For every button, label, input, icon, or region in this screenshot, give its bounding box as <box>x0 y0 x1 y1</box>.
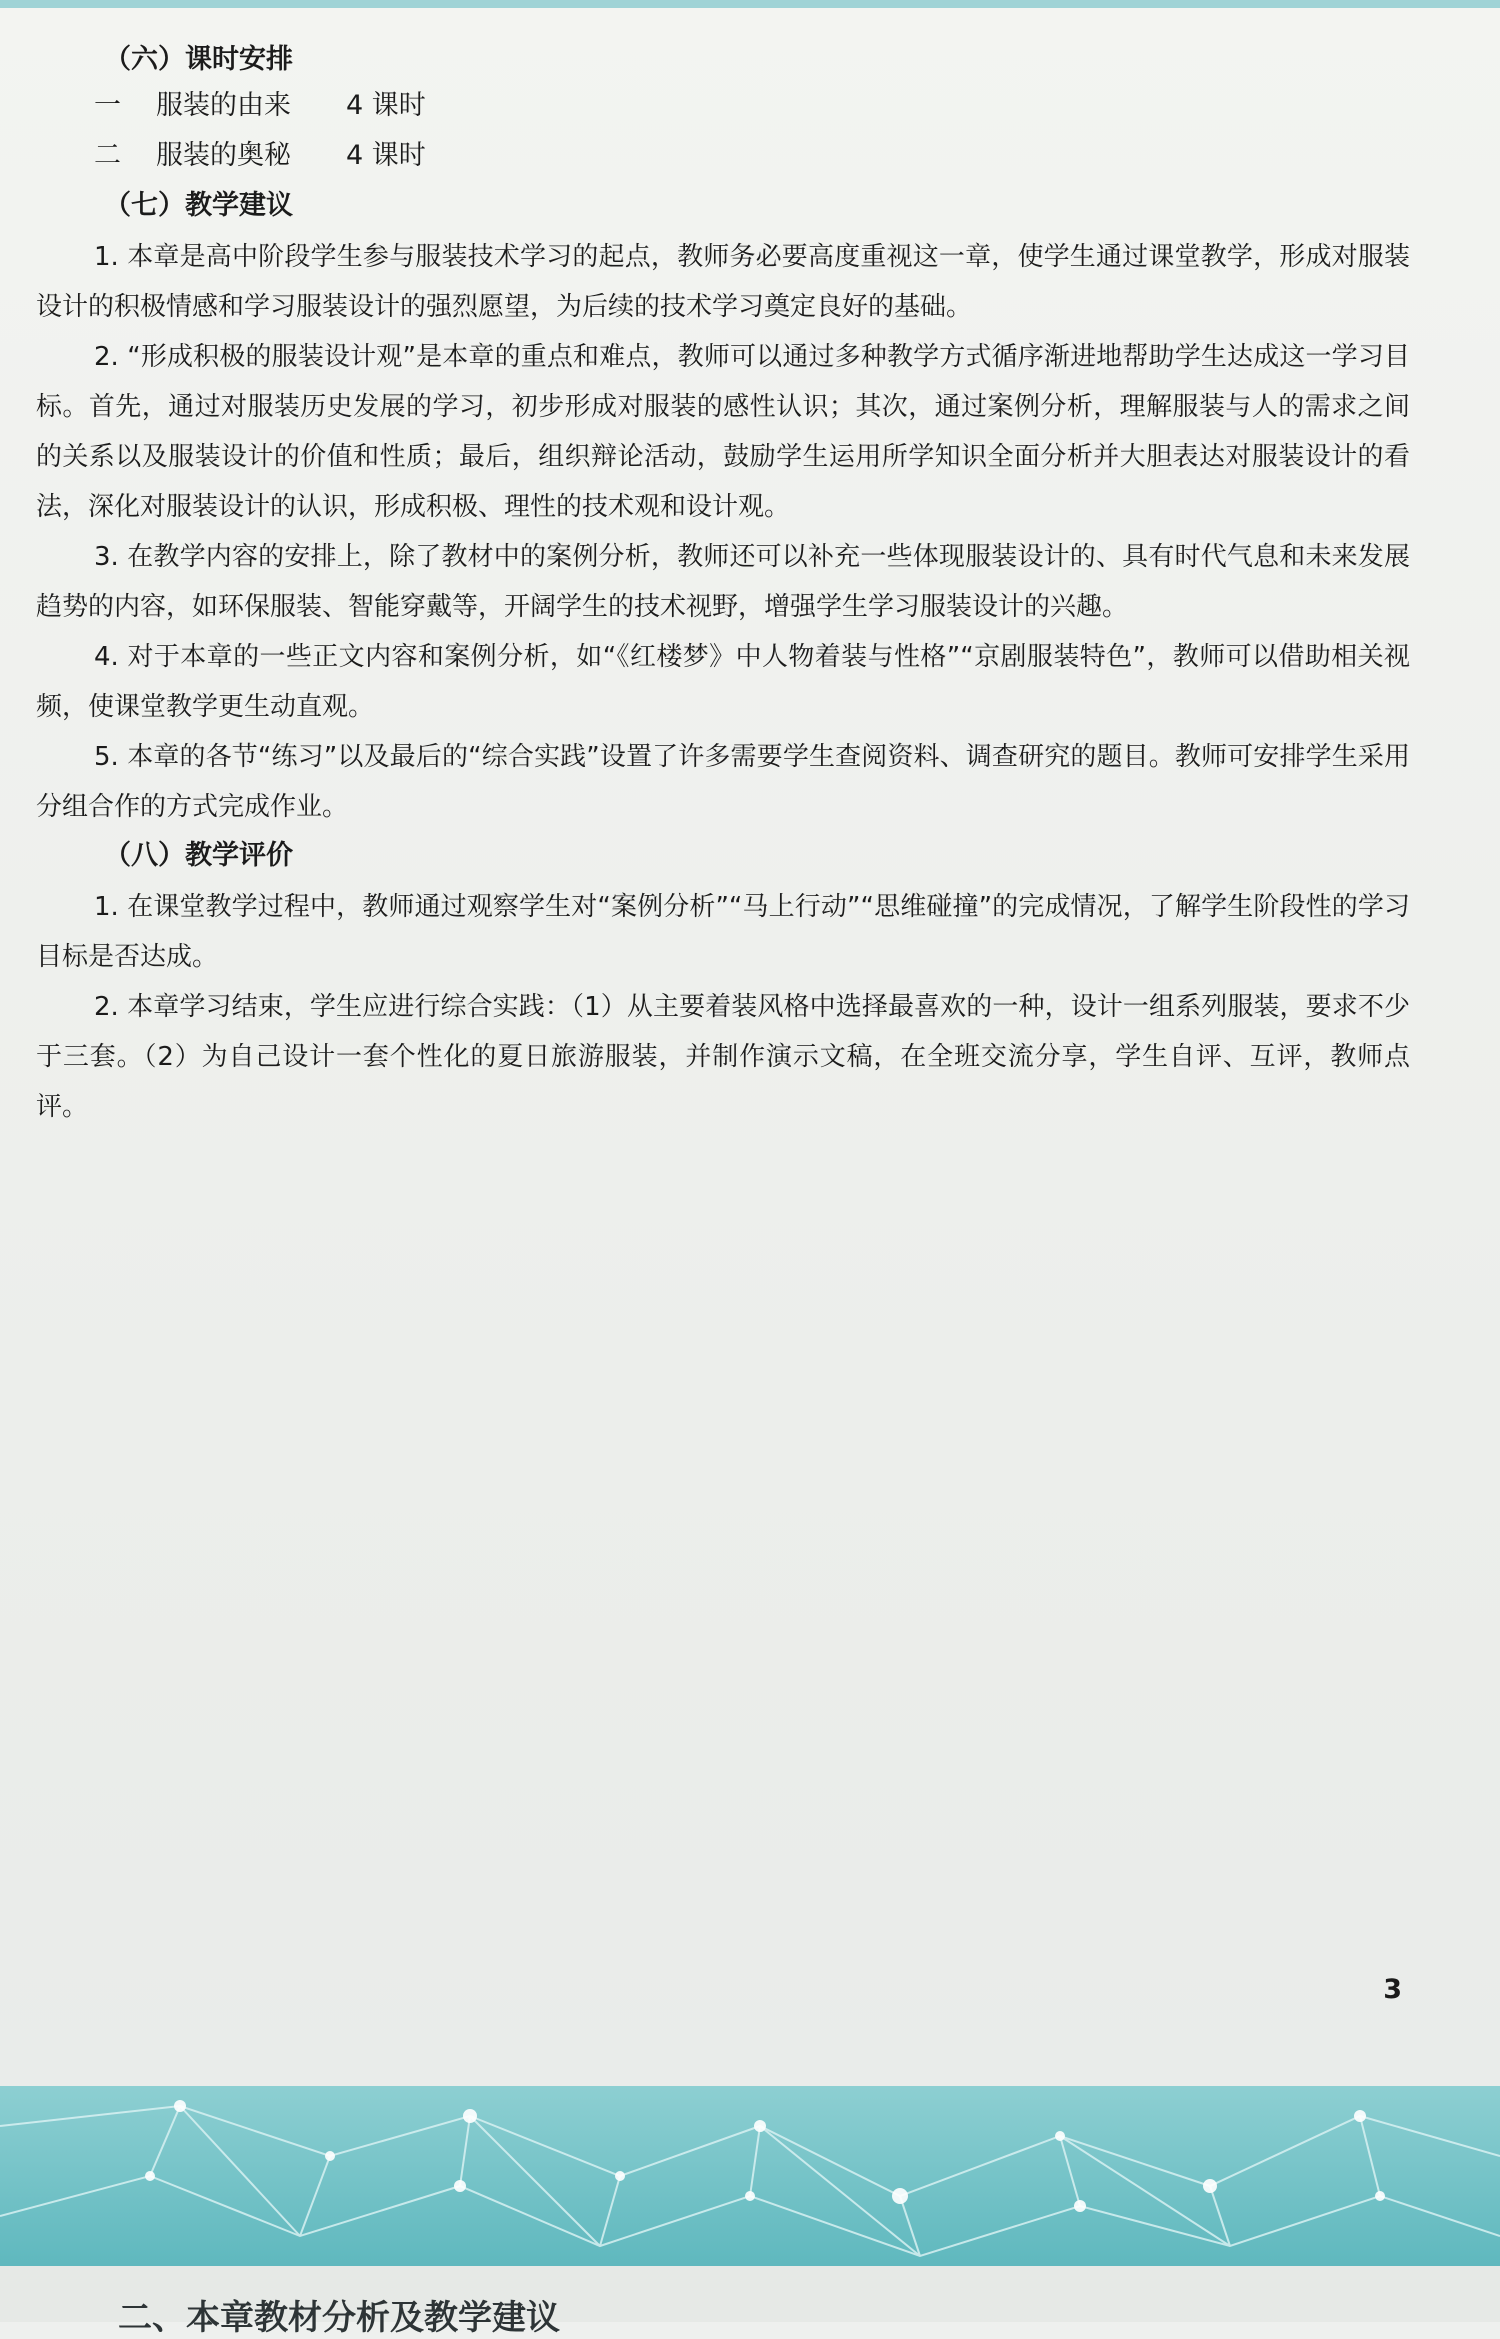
next-page-heading: 二、本章教材分析及教学建议 <box>118 2298 560 2338</box>
schedule-row <box>94 86 1410 126</box>
evaluation-paragraph: 1. 在课堂教学过程中，教师通过观察学生对“案例分析”“马上行动”“思维碰撞”的完成情况，了解学生阶段性的学习目标是否达成。 <box>36 892 1410 972</box>
schedule-title: 服装的奥秘 <box>156 140 291 171</box>
schedule-number: 二 <box>94 140 121 171</box>
schedule-hours: 4 课时 <box>346 90 426 121</box>
suggestion-paragraph: 5. 本章的各节“练习”以及最后的“综合实践”设置了许多需要学生查阅资料、调查研究的题目。教师可安排学生采用分组合作的方式完成作业。 <box>36 742 1410 822</box>
section-heading-evaluation: （八）教学评价 <box>104 840 293 871</box>
schedule-title: 服装的由来 <box>156 90 291 121</box>
decorative-network-banner <box>0 2086 1500 2266</box>
suggestion-paragraph: 1. 本章是高中阶段学生参与服装技术学习的起点，教师务必要高度重视这一章，使学生通过课堂教学，形成对服装设计的积极情感和学习服装设计的强烈愿望，为后续的技术学习奠定良好的基础。 <box>36 242 1410 322</box>
top-color-band <box>0 0 1500 8</box>
evaluation-paragraph: 2. 本章学习结束，学生应进行综合实践：（1）从主要着装风格中选择最喜欢的一种，设计一组系列服装，要求不少于三套。（2）为自己设计一套个性化的夏日旅游服装，并制作演示文稿，在全班交流分享，学生自评、互评，教师点评。 <box>36 992 1410 1122</box>
page-body <box>36 40 1410 1132</box>
suggestion-paragraph: 4. 对于本章的一些正文内容和案例分析，如“《红楼梦》中人物着装与性格”“京剧服装特色”，教师可以借助相关视频，使课堂教学更生动直观。 <box>36 642 1410 722</box>
network-pattern-icon <box>0 2086 1500 2266</box>
section-heading-suggestions: （七）教学建议 <box>104 190 293 221</box>
suggestion-paragraph: 3. 在教学内容的安排上，除了教材中的案例分析，教师还可以补充一些体现服装设计的、具有时代气息和未来发展趋势的内容，如环保服装、智能穿戴等，开阔学生的技术视野，增强学生学习服装设计的兴趣。 <box>36 542 1410 622</box>
suggestion-paragraph: 2. “形成积极的服装设计观”是本章的重点和难点，教师可以通过多种教学方式循序渐进地帮助学生达成这一学习目标。首先，通过对服装历史发展的学习，初步形成对服装的感性认识；其次，通过案例分析，理解服装与人的需求之间的关系以及服装设计的价值和性质；最后，组织辩论活动，鼓励学生运用所学知识全面分析并大胆表达对服装设计的看法，深化对服装设计的认识，形成积极、理性的技术观和设计观。 <box>36 342 1410 522</box>
page-number: 3 <box>1383 1974 1402 2005</box>
schedule-hours: 4 课时 <box>346 140 426 171</box>
section-heading-schedule: （六）课时安排 <box>104 44 293 75</box>
schedule-row <box>94 136 1410 176</box>
schedule-number: 一 <box>94 90 121 121</box>
